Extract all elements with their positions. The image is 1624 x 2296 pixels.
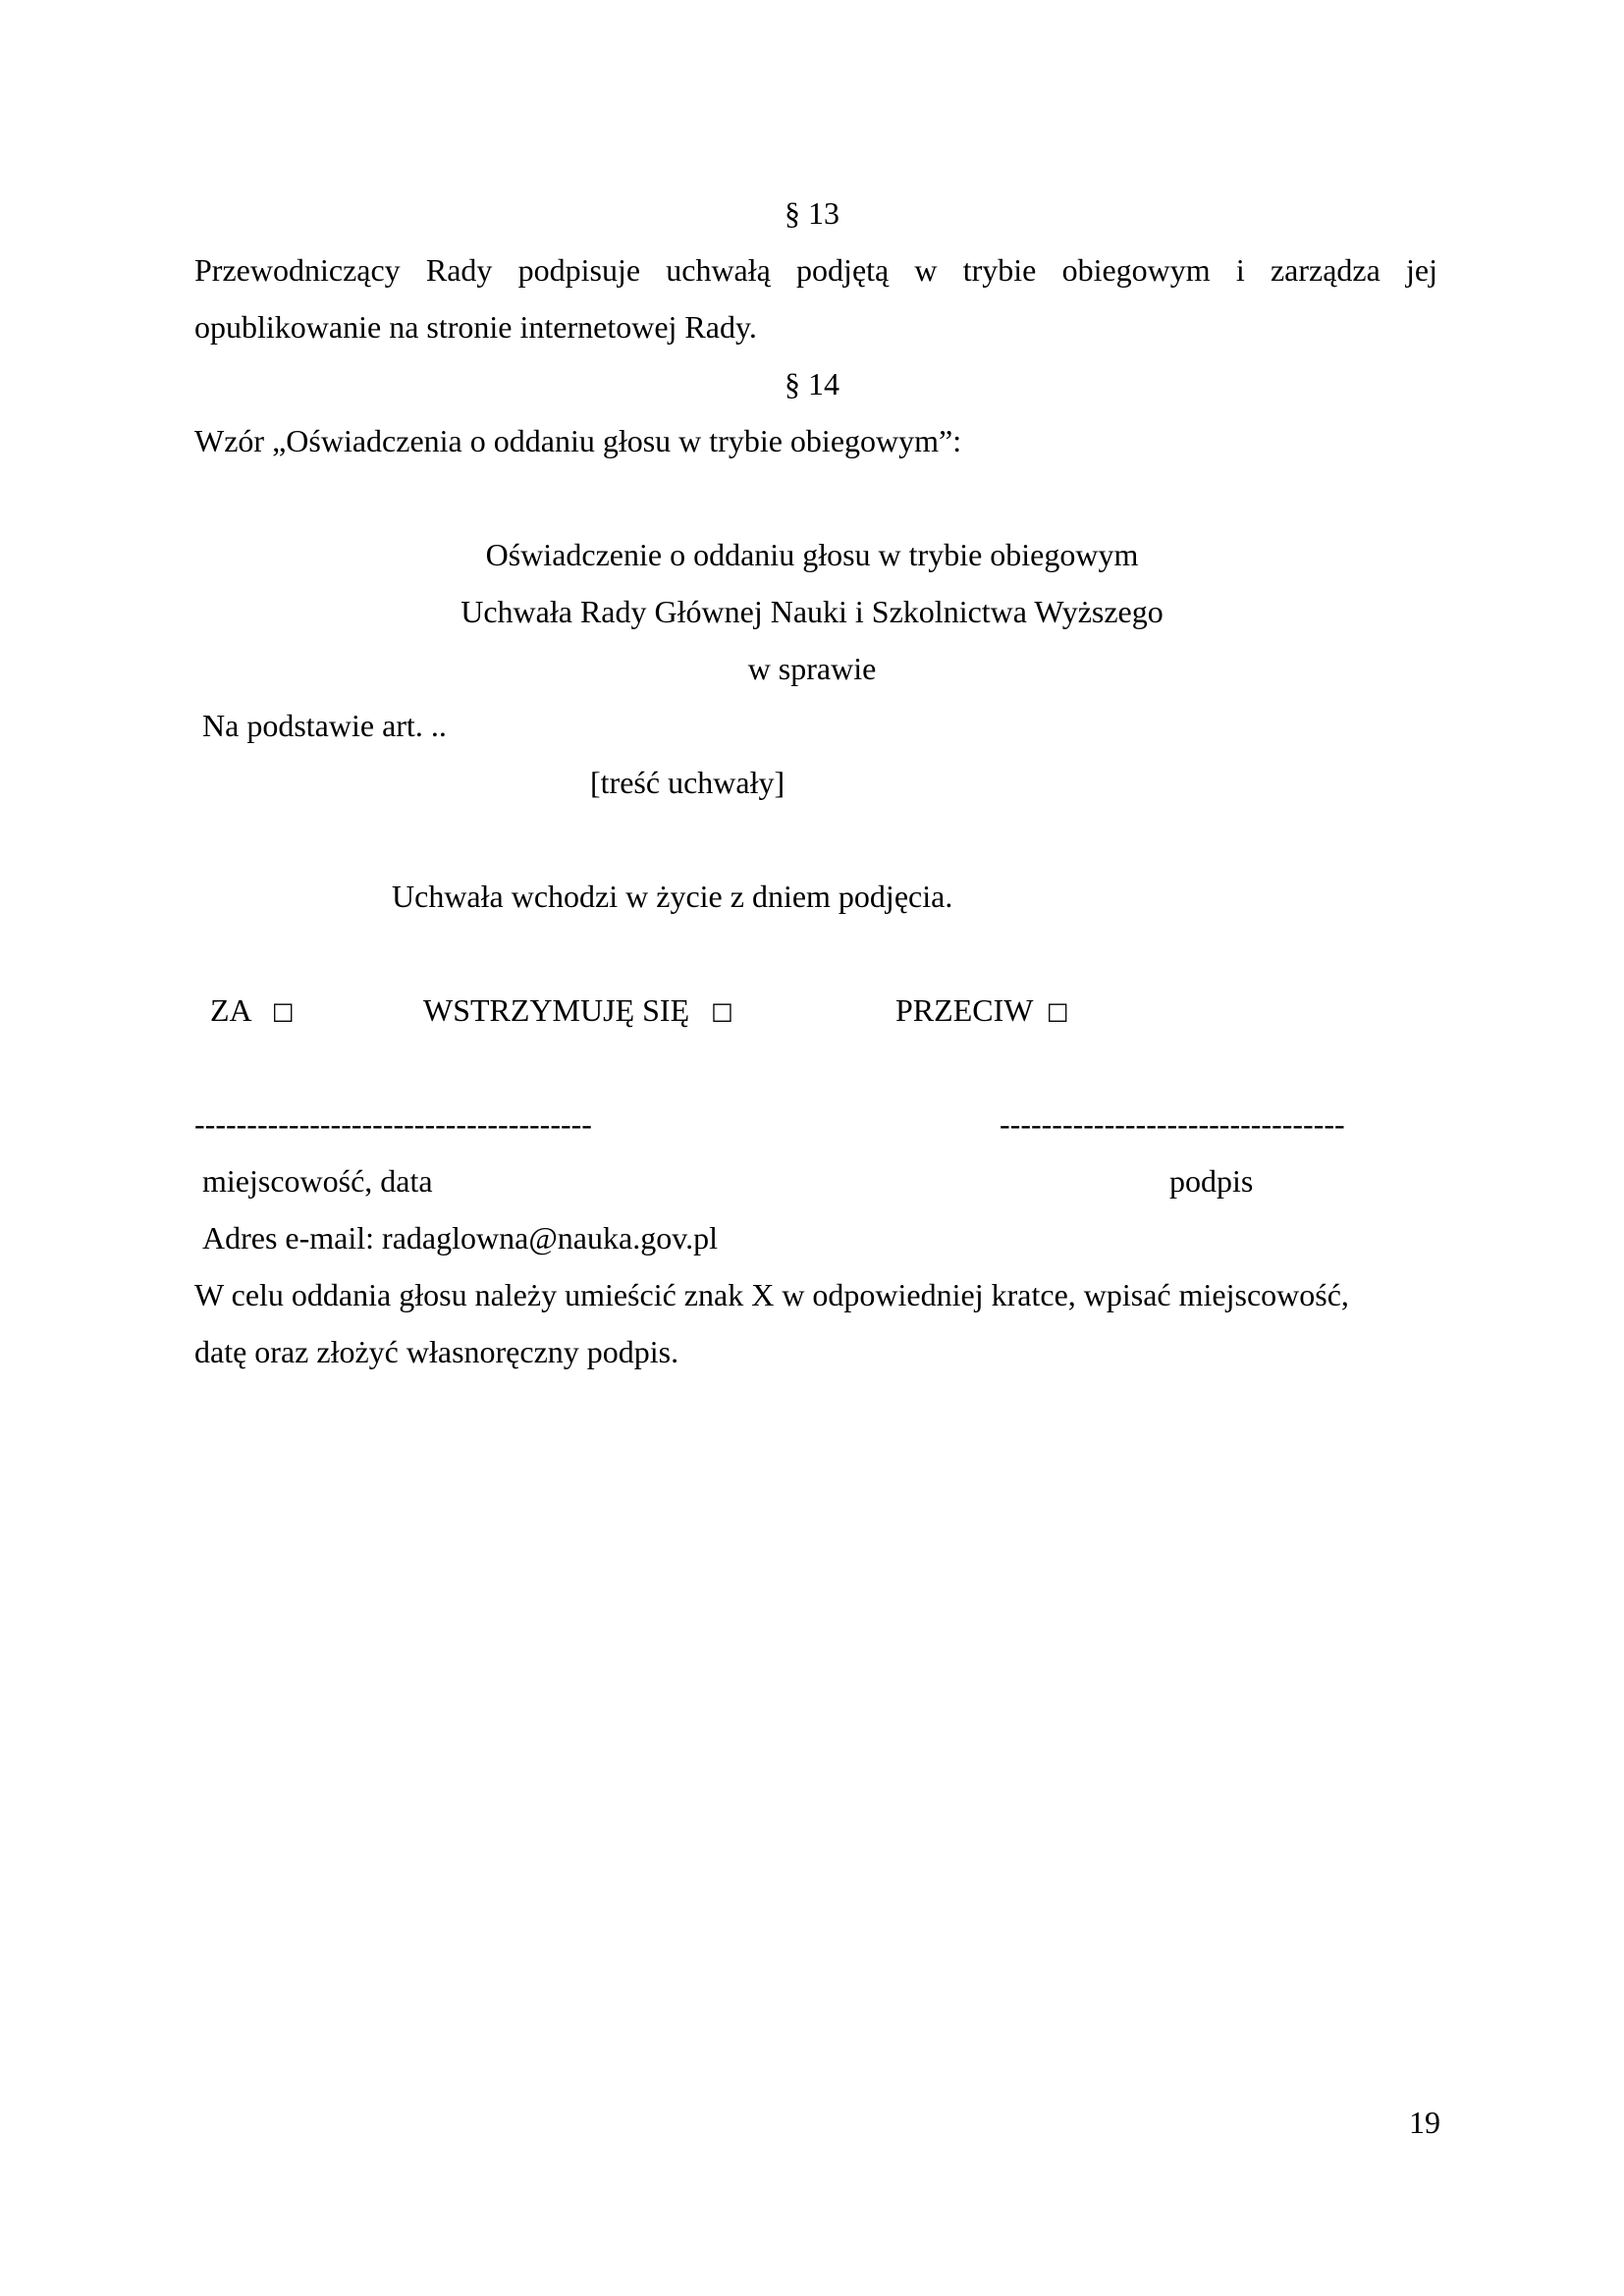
instruction-line-2: datę oraz złożyć własnoręczny podpis. bbox=[194, 1334, 679, 1369]
vote-abstain-checkbox: □ bbox=[711, 997, 733, 1025]
page-number: 19 bbox=[1409, 2105, 1440, 2140]
form-title: Oświadczenie o oddaniu głosu w trybie obiegowym bbox=[485, 537, 1139, 572]
effective-date-clause: Uchwała wchodzi w życie z dniem podjęcia. bbox=[392, 879, 953, 914]
vote-option-against bbox=[895, 994, 1069, 1026]
vote-option-for bbox=[210, 994, 295, 1026]
instruction-line-1: W celu oddania głosu należy umieścić znak X w odpowiedniej kratce, wpisać miejscowość, bbox=[194, 1277, 1349, 1312]
section-13-heading: § 13 bbox=[785, 195, 839, 231]
place-date-label: miejscowość, data bbox=[202, 1163, 433, 1199]
section-14-intro: Wzór „Oświadczenia o oddaniu głosu w trybie obiegowym”: bbox=[194, 423, 962, 458]
vote-option-abstain bbox=[423, 994, 733, 1026]
form-subject: w sprawie bbox=[747, 651, 877, 686]
resolution-content-placeholder: [treść uchwały] bbox=[590, 765, 785, 800]
signature-line: --------------------------------- bbox=[1000, 1108, 1345, 1140]
section-13-paragraph-line-2: opublikowanie na stronie internetowej Rady. bbox=[194, 309, 757, 345]
section-14-heading: § 14 bbox=[785, 366, 839, 401]
legal-basis: Na podstawie art. .. bbox=[202, 708, 447, 743]
place-date-line: -------------------------------------- bbox=[194, 1108, 592, 1140]
signature-label: podpis bbox=[1169, 1163, 1254, 1199]
section-13-paragraph-line-1: Przewodniczący Rady podpisuje uchwałą podjętą w trybie obiegowym i zarządza jej bbox=[194, 252, 1437, 288]
vote-against-label: PRZECIW bbox=[895, 992, 1033, 1028]
vote-against-checkbox: □ bbox=[1046, 997, 1069, 1025]
vote-abstain-label: WSTRZYMUJĘ SIĘ bbox=[423, 992, 690, 1028]
vote-for-checkbox: □ bbox=[271, 997, 295, 1025]
vote-for-label: ZA bbox=[210, 992, 250, 1028]
email-address: Adres e-mail: radaglowna@nauka.gov.pl bbox=[202, 1220, 718, 1255]
form-subtitle: Uchwała Rady Głównej Nauki i Szkolnictwa Wyższego bbox=[460, 594, 1164, 629]
